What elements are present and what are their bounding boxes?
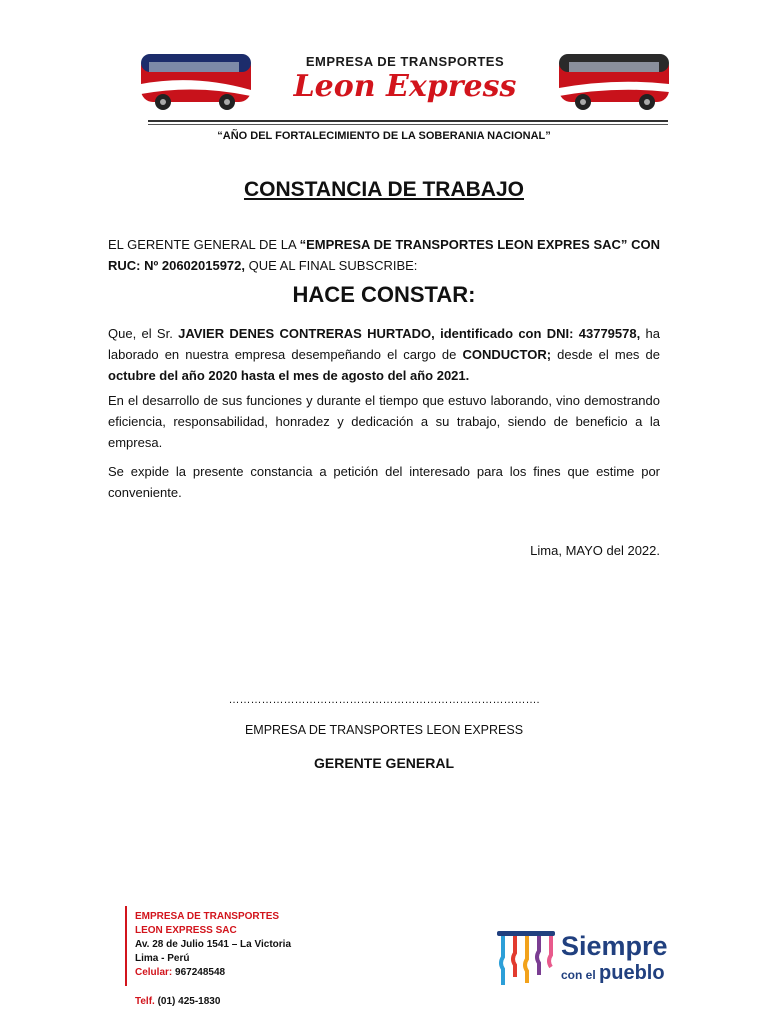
header-divider [148, 120, 668, 122]
bus-left-image [135, 44, 255, 112]
signature-line: …………………………………………………………………………. [228, 694, 540, 706]
cell-label: Celular: [135, 967, 173, 978]
footer-telephone [135, 996, 220, 1007]
letterhead-text [280, 54, 530, 103]
company-type: EMPRESA DE TRANSPORTES [305, 54, 505, 69]
issue-date: Lima, MAYO del 2022. [530, 543, 660, 558]
letterhead [135, 44, 675, 124]
employment-paragraph [108, 323, 660, 386]
p1-text-a: Que, el Sr. [108, 326, 179, 341]
slogan-line1: Siempre [561, 931, 668, 961]
tel-label: Telf. [135, 996, 155, 1007]
employment-period: octubre del año 2020 hasta el mes de agosto del año 2021. [108, 368, 470, 383]
document-title: CONSTANCIA DE TRABAJO [243, 178, 524, 201]
cell-value: 967248548 [172, 967, 226, 978]
hace-constar-heading: HACE CONSTAR: [292, 282, 476, 307]
p1-text-c: ha laborado en nuestra empresa desempeñando el cargo de [108, 326, 660, 362]
signature-company: EMPRESA DE TRANSPORTES LEON EXPRESS [244, 723, 524, 737]
footer-company-line2: LEON EXPRESS SAC [135, 925, 237, 936]
footer-cellphone [135, 966, 291, 980]
footer-contact [135, 910, 291, 980]
slogan-big: pueblo [599, 962, 665, 984]
employee-name-dni: JAVIER DENES CONTRERAS HURTADO, identificado con DNI: 43779578, [178, 326, 641, 341]
bus-right-image [555, 44, 675, 112]
purpose-paragraph: Se expide la presente constancia a petición del interesado para los fines que estime por conveniente. [108, 464, 660, 500]
colored-strands-icon [495, 927, 559, 989]
footer-company-line1: EMPRESA DE TRANSPORTES [135, 911, 280, 922]
footer-address: Av. 28 de Julio 1541 – La Victoria [135, 939, 292, 950]
tel-value: (01) 425-1830 [154, 996, 221, 1007]
performance-paragraph: En el desarrollo de sus funciones y durante el tiempo que estuvo laborando, vino demostrando eficiencia, responsabilidad, honradez y dedicación a su trabajo, siendo de beneficio a la empresa. [108, 393, 660, 450]
footer-accent-bar [125, 906, 127, 986]
footer-city: Lima - Perú [135, 953, 190, 964]
intro-paragraph [108, 234, 660, 276]
year-motto: “AÑO DEL FORTALECIMIENTO DE LA SOBERANIA NACIONAL” [217, 130, 551, 142]
intro-text-a: EL GERENTE GENERAL DE LA [108, 237, 300, 252]
slogan-line2 [561, 961, 665, 987]
brand-logo-text: Leon Express [293, 69, 517, 104]
intro-text-c: QUE AL FINAL SUBSCRIBE: [245, 258, 418, 273]
slogan-logo [495, 927, 685, 993]
signature-role: GERENTE GENERAL [313, 755, 454, 771]
slogan-small: con el [561, 968, 600, 982]
job-title: CONDUCTOR; [462, 347, 552, 362]
p1-text-e: desde el mes de [551, 347, 660, 362]
header-divider-thin [148, 124, 668, 125]
intro-company-ruc: “EMPRESA DE TRANSPORTES LEON EXPRES SAC” CON RUC: Nº 20602015972, [108, 237, 660, 273]
